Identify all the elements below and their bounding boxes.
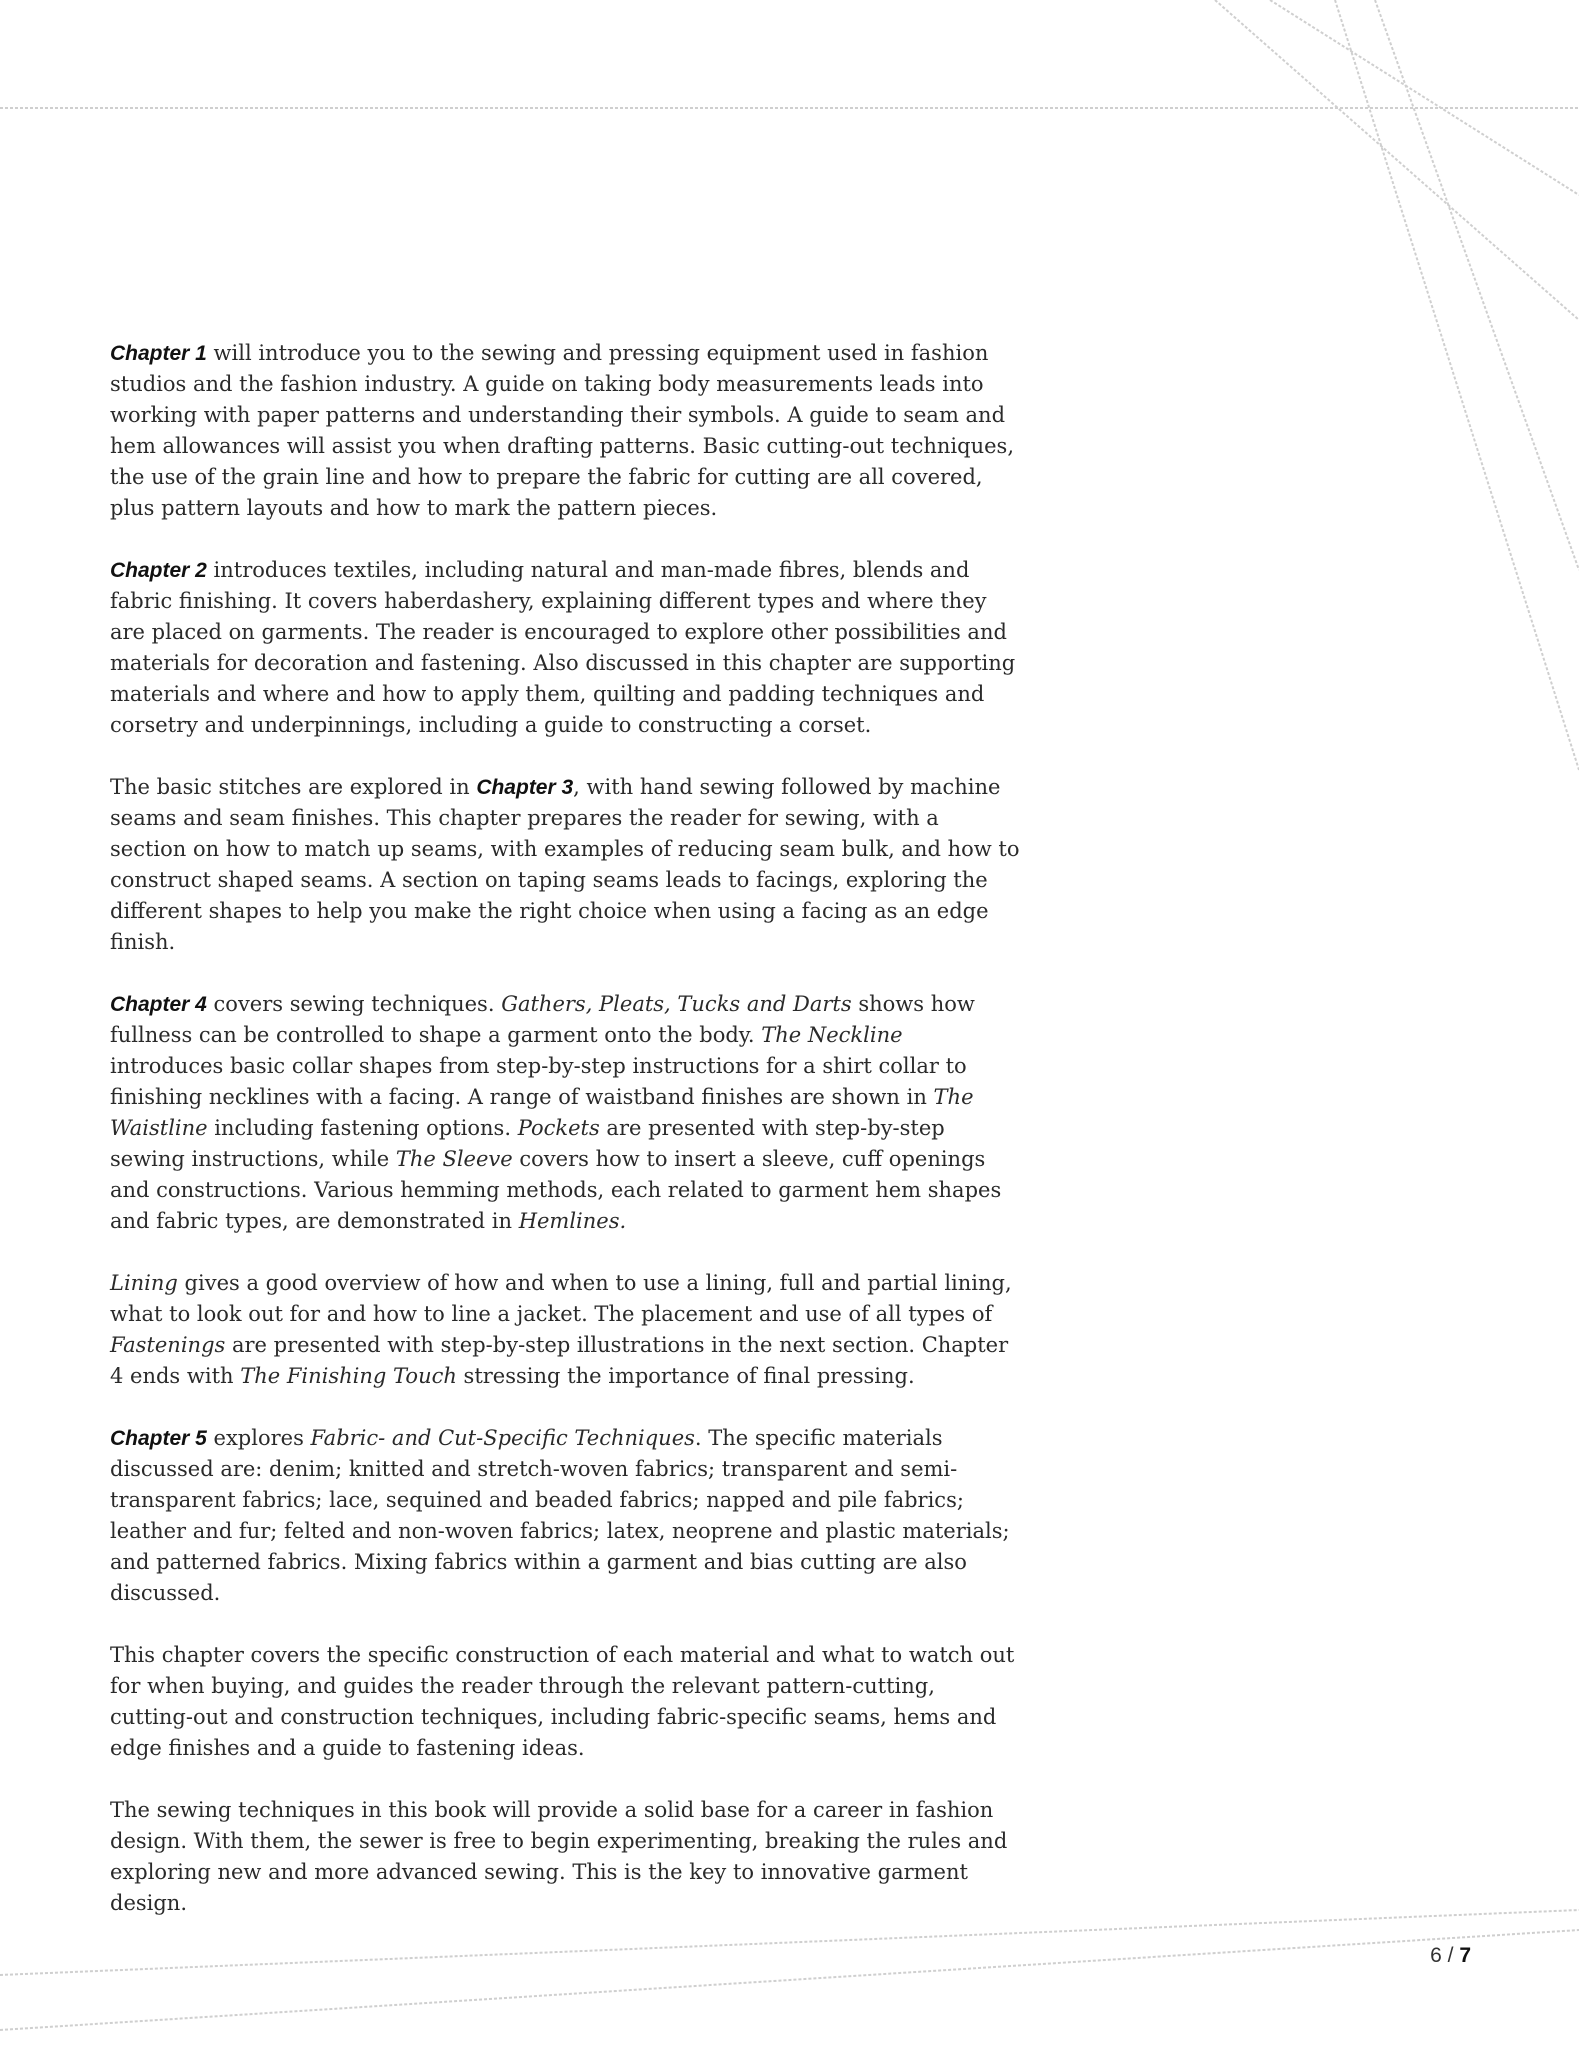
page-number-separator: / [1441,1944,1460,1967]
paragraph-text: The sewing techniques in this book will provide a solid base for a career in fashion design. With them, the sewer is free to begin experimenting, breaking the rules and exploring new and more advanced sewing. This is the key to innovative garment design. [110,1798,1008,1915]
paragraph-text: will introduce you to the sewing and pressing equipment used in fashion studios and the fashion industry. A guide on taking body measurements leads into working with paper patterns and understanding their symbols. A guide to seam and hem allowances will assist you when drafting patterns. Basic cutting-out techniques, the use of the grain line and how to prepare the fabric for cutting are all covered, plus pattern layouts and how to mark the pattern pieces. [110,341,1014,520]
section-title: Hemlines. [518,1209,627,1233]
paragraph-text: including fastening options. [207,1116,518,1140]
paragraph-lining [110,1268,1020,1392]
paragraph-text: . The specific materials discussed are: denim; knitted and stretch-woven fabrics; transparent and semi-transparent fabrics; lace, sequined and beaded fabrics; napped and pile fabrics; leather and fur; felted and non-woven fabrics; latex, neoprene and plastic materials; and patterned fabrics. Mixing fabrics within a garment and bias cutting are also discussed. [110,1426,1010,1605]
paragraph-text: shows how fullness can be controlled to shape a garment onto the body. [110,992,975,1047]
paragraph-text: , with hand sewing followed by machine seams and seam finishes. This chapter prepares the reader for sewing, with a section on how to match up seams, with examples of reducing seam bulk, and how to construct shaped seams. A section on taping seams leads to facings, exploring the different shapes to help you make the right choice when using a facing as an edge finish. [110,775,1020,954]
chapter-4-label: Chapter 4 [110,993,207,1016]
page-number [1430,1944,1471,1968]
body-text [110,338,1020,1950]
paragraph-construction [110,1640,1020,1764]
paragraph-chapter-3 [110,772,1020,958]
section-title: Fabric- and Cut-Specific Techniques [310,1426,695,1450]
page-number-left: 6 [1430,1944,1442,1967]
section-title: Fastenings [110,1333,226,1357]
page-number-current: 7 [1459,1944,1471,1967]
chapter-3-label: Chapter 3 [476,776,574,799]
paragraph-text: stressing the importance of final pressing. [456,1364,915,1388]
section-title: Lining [110,1271,178,1295]
paragraph-text: introduces textiles, including natural and man-made fibres, blends and fabric finishing. It covers haberdashery, explaining different types and where they are placed on garments. The reader is encouraged to explore other possibilities and materials for decoration and fastening. Also discussed in this chapter are supporting materials and where and how to apply them, quilting and padding techniques and corsetry and underpinnings, including a guide to constructing a corset. [110,558,1016,737]
section-title: Gathers, Pleats, Tucks and Darts [501,992,852,1016]
paragraph-text: introduces basic collar shapes from step-by-step instructions for a shirt collar to finishing necklines with a facing. A range of waistband finishes are shown in [110,1054,967,1109]
paragraph-text: are presented with step-by-step sewing instructions, while [110,1116,945,1171]
paragraph-text: covers sewing techniques. [206,992,502,1016]
paragraph-text: gives a good overview of how and when to use a lining, full and partial lining, what to look out for and how to line a jacket. The placement and use of all types of [110,1271,1012,1326]
section-title: The Neckline [761,1023,903,1047]
paragraph-text: are presented with step-by-step illustrations in the next section. Chapter 4 ends with [110,1333,1009,1388]
chapter-5-label: Chapter 5 [110,1427,207,1450]
paragraph-text: The basic stitches are explored in [110,775,477,799]
paragraph-conclusion [110,1795,1020,1919]
paragraph-chapter-2 [110,555,1020,741]
section-title: The Sleeve [395,1147,513,1171]
chapter-2-label: Chapter 2 [110,559,207,582]
paragraph-text: explores [206,1426,311,1450]
section-title: The Finishing Touch [240,1364,457,1388]
paragraph-text: covers how to insert a sleeve, cuff openings and constructions. Various hemming methods, each related to garment hem shapes and fabric types, are demonstrated in [110,1147,1002,1233]
paragraph-text: This chapter covers the specific construction of each material and what to watch out for when buying, and guides the reader through the relevant pattern-cutting, cutting-out and construction techniques, including fabric-specific seams, hems and edge finishes and a guide to fastening ideas. [110,1643,1015,1760]
section-title: The Waistline [110,1085,974,1140]
chapter-1-label: Chapter 1 [110,342,207,365]
paragraph-chapter-1 [110,338,1020,524]
paragraph-chapter-5 [110,1423,1020,1609]
section-title: Pockets [517,1116,600,1140]
paragraph-chapter-4 [110,989,1020,1237]
